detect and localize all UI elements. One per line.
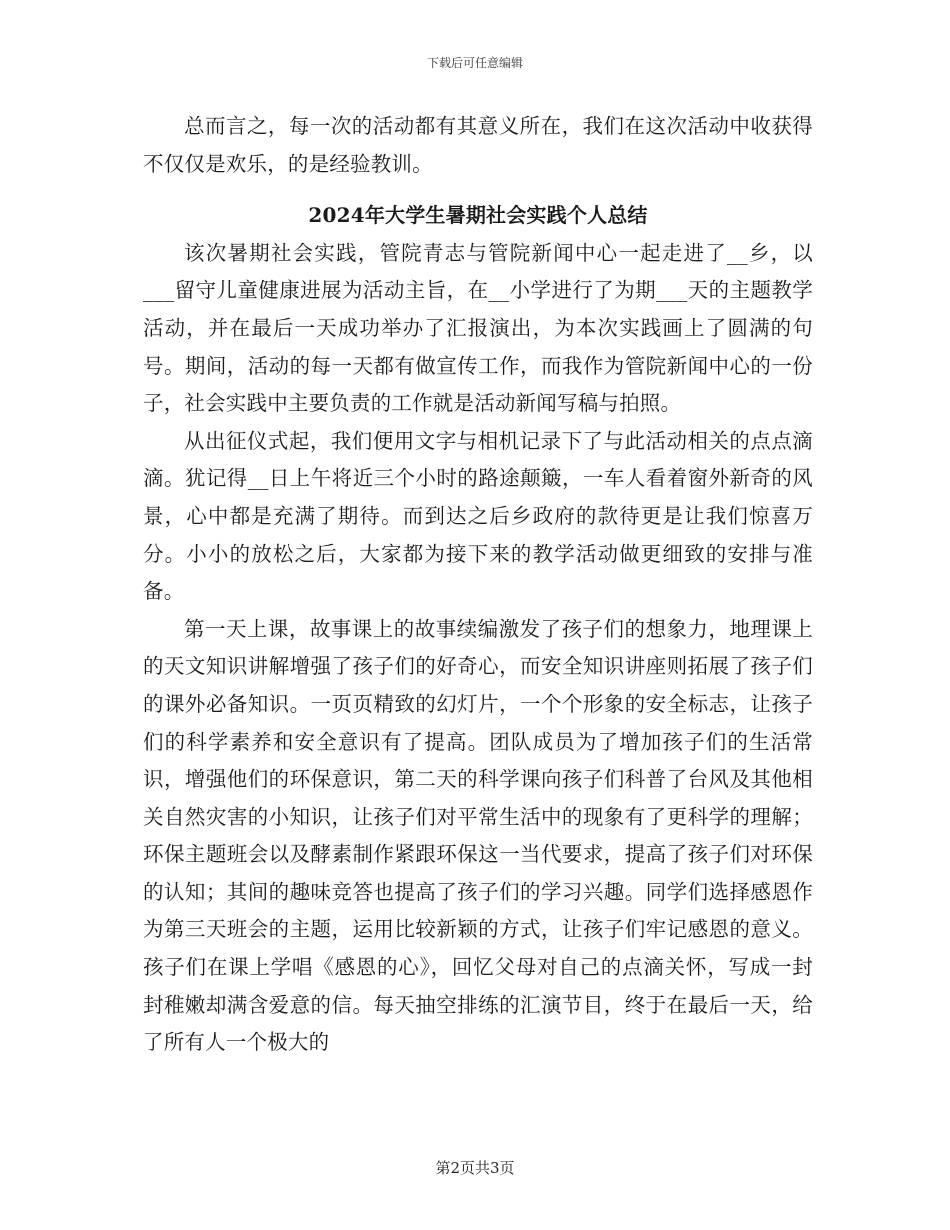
intro-paragraph: 总而言之，每一次的活动都有其意义所在，我们在这次活动中收获得不仅仅是欢乐，的是经验教训。 xyxy=(143,114,813,176)
body-paragraph-2: 从出征仪式起，我们便用文字与相机记录下了与此活动相关的点点滴滴。犹记得__日上午将近三个小时的路途颠簸，一车人看着窗外新奇的风景，心中都是充满了期待。而到达之后乡政府的款待更是让我们惊喜万分。小小的放松之后，大家都为接下来的教学活动做更细致的安排与准备。 xyxy=(143,428,813,604)
body-paragraph-1: 该次暑期社会实践，管院青志与管院新闻中心一起走进了__乡，以___留守儿童健康进展为活动主旨，在__小学进行了为期___天的主题教学活动，并在最后一天成功举办了汇报演出，为本次实践画上了圆满的句号。期间，活动的每一天都有做宣传工作，而我作为管院新闻中心的一份子，社会实践中主要负责的工作就是活动新闻写稿与拍照。 xyxy=(143,240,813,416)
page-header: 下载后可任意编辑 xyxy=(426,56,523,70)
document-title: 2024年大学生暑期社会实践个人总结 xyxy=(308,203,648,228)
body-paragraph-3: 第一天上课，故事课上的故事续编激发了孩子们的想象力，地理课上的天文知识讲解增强了孩子们的好奇心，而安全知识讲座则拓展了孩子们的课外必备知识。一页页精致的幻灯片，一个个形象的安全标志，让孩子们的科学素养和安全意识有了提高。团队成员为了增加孩子们的生活常识，增强他们的环保意识，第二天的科学课向孩子们科普了台风及其他相关自然灾害的小知识，让孩子们对平常生活中的现象有了更科学的理解；环保主题班会以及酵素制作紧跟环保这一当代要求，提高了孩子们对环保的认知；其间的趣味竞答也提高了孩子们的学习兴趣。同学们选择感恩作为第三天班会的主题，运用比较新颖的方式，让孩子们牢记感恩的意义。孩子们在课上学唱《感恩的心》，回忆父母对自己的点滴关怀，写成一封封稚嫩却满含爱意的信。每天抽空排练的汇演节目，终于在最后一天，给了所有人一个极大的 xyxy=(143,616,813,1055)
document-body xyxy=(143,108,813,1062)
page-footer: 第2页共3页 xyxy=(435,1159,515,1177)
